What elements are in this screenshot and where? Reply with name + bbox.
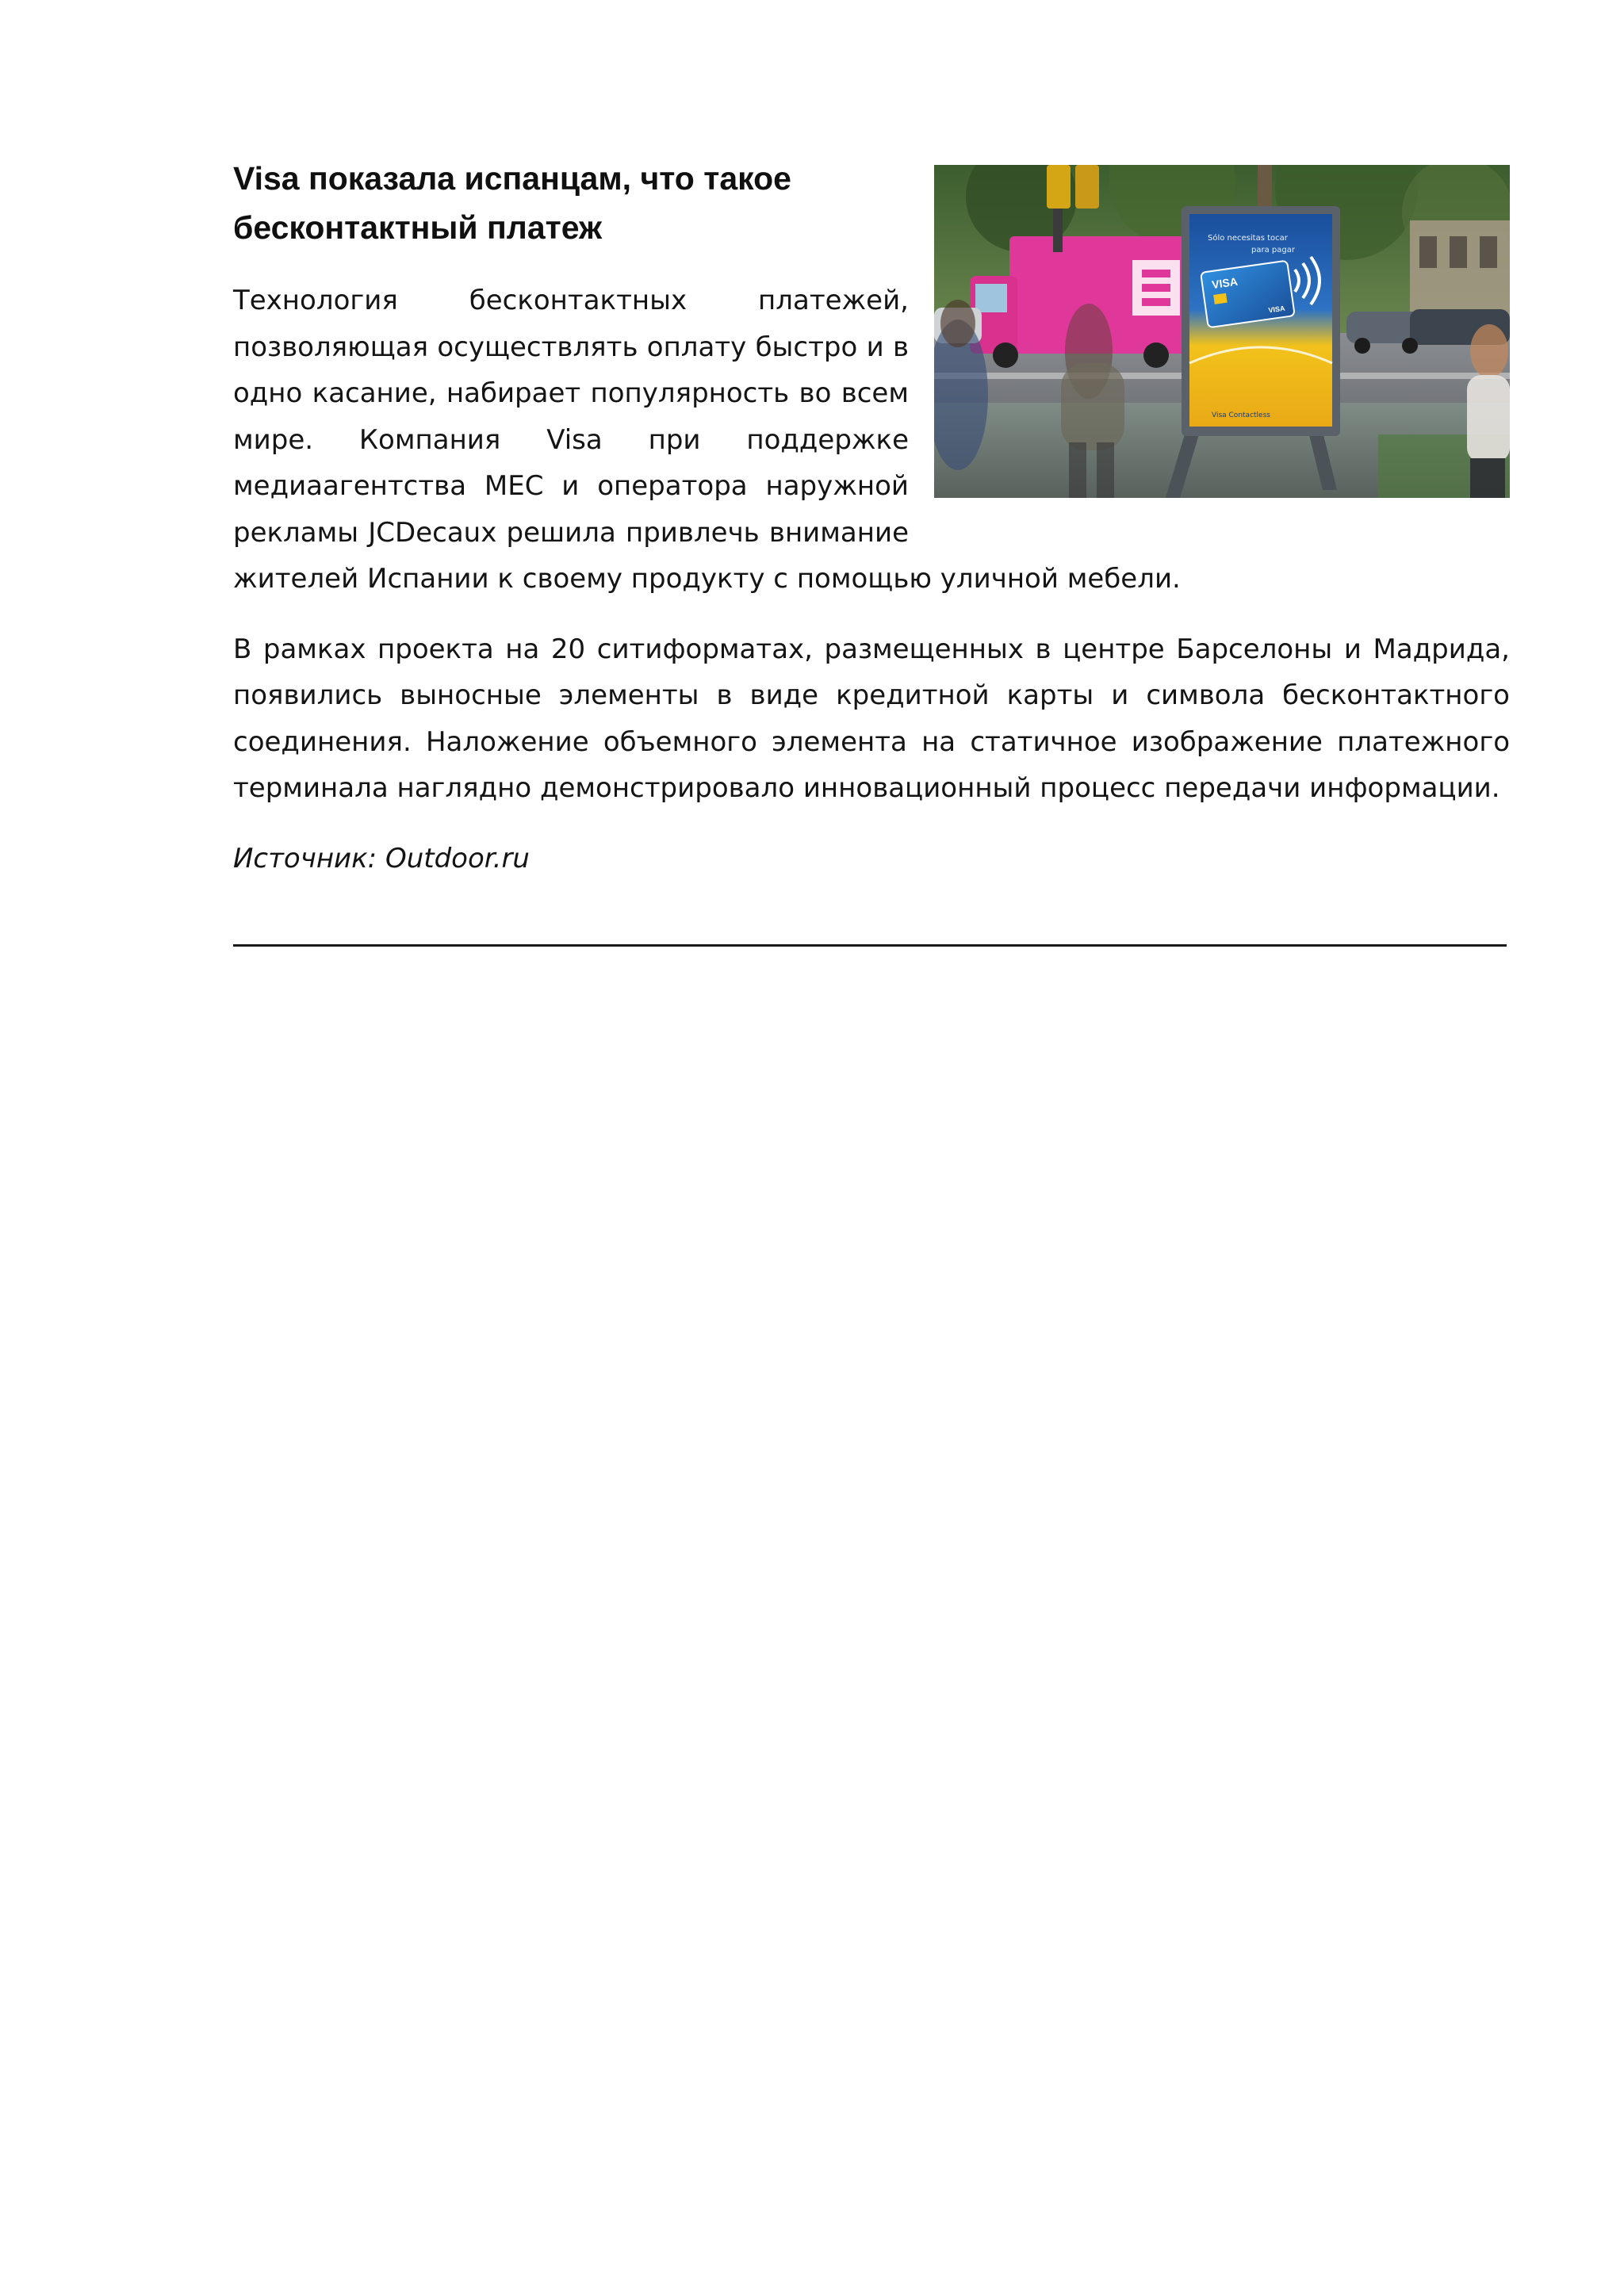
poster-footer: Visa Contactless: [1212, 411, 1270, 419]
street-poster-photo: [934, 165, 1510, 498]
card-brand: VISA: [1211, 274, 1239, 292]
horizontal-divider: [233, 944, 1507, 947]
poster-line-1: Sólo necesitas tocar: [1208, 234, 1288, 243]
article-paragraph-1: Технология бесконтактных платежей, позволяющая осуществлять оплату быстро и в одно касание, набирает популярность во всем мире. Компания Visa при поддержке медиаагентства MEC и оператора наружной рекламы JCDecaux решила привлечь внимание жителей Испании к своему продукту с помощью уличной мебели.: [233, 285, 1181, 595]
credit-card: [1201, 261, 1295, 328]
article-source: Источник: Outdoor.ru: [233, 842, 530, 874]
article-paragraph-2: В рамках проекта на 20 ситиформатах, размещенных в центре Барселоны и Мадрида, появились выносные элементы в виде кредитной карты и символа бесконтактного соединения. Наложение объемного элемента на статичное изображение платежного терминала наглядно демонстрировало инновационный процесс передачи информации.: [233, 633, 1510, 804]
article-title: Visa показала испанцам, что такое бесконтактный платеж: [233, 160, 791, 246]
card-brand-small: VISA: [1267, 304, 1286, 315]
poster-line-2: para pagar: [1251, 246, 1295, 254]
article: [233, 154, 1510, 882]
article-photo: [934, 165, 1510, 498]
